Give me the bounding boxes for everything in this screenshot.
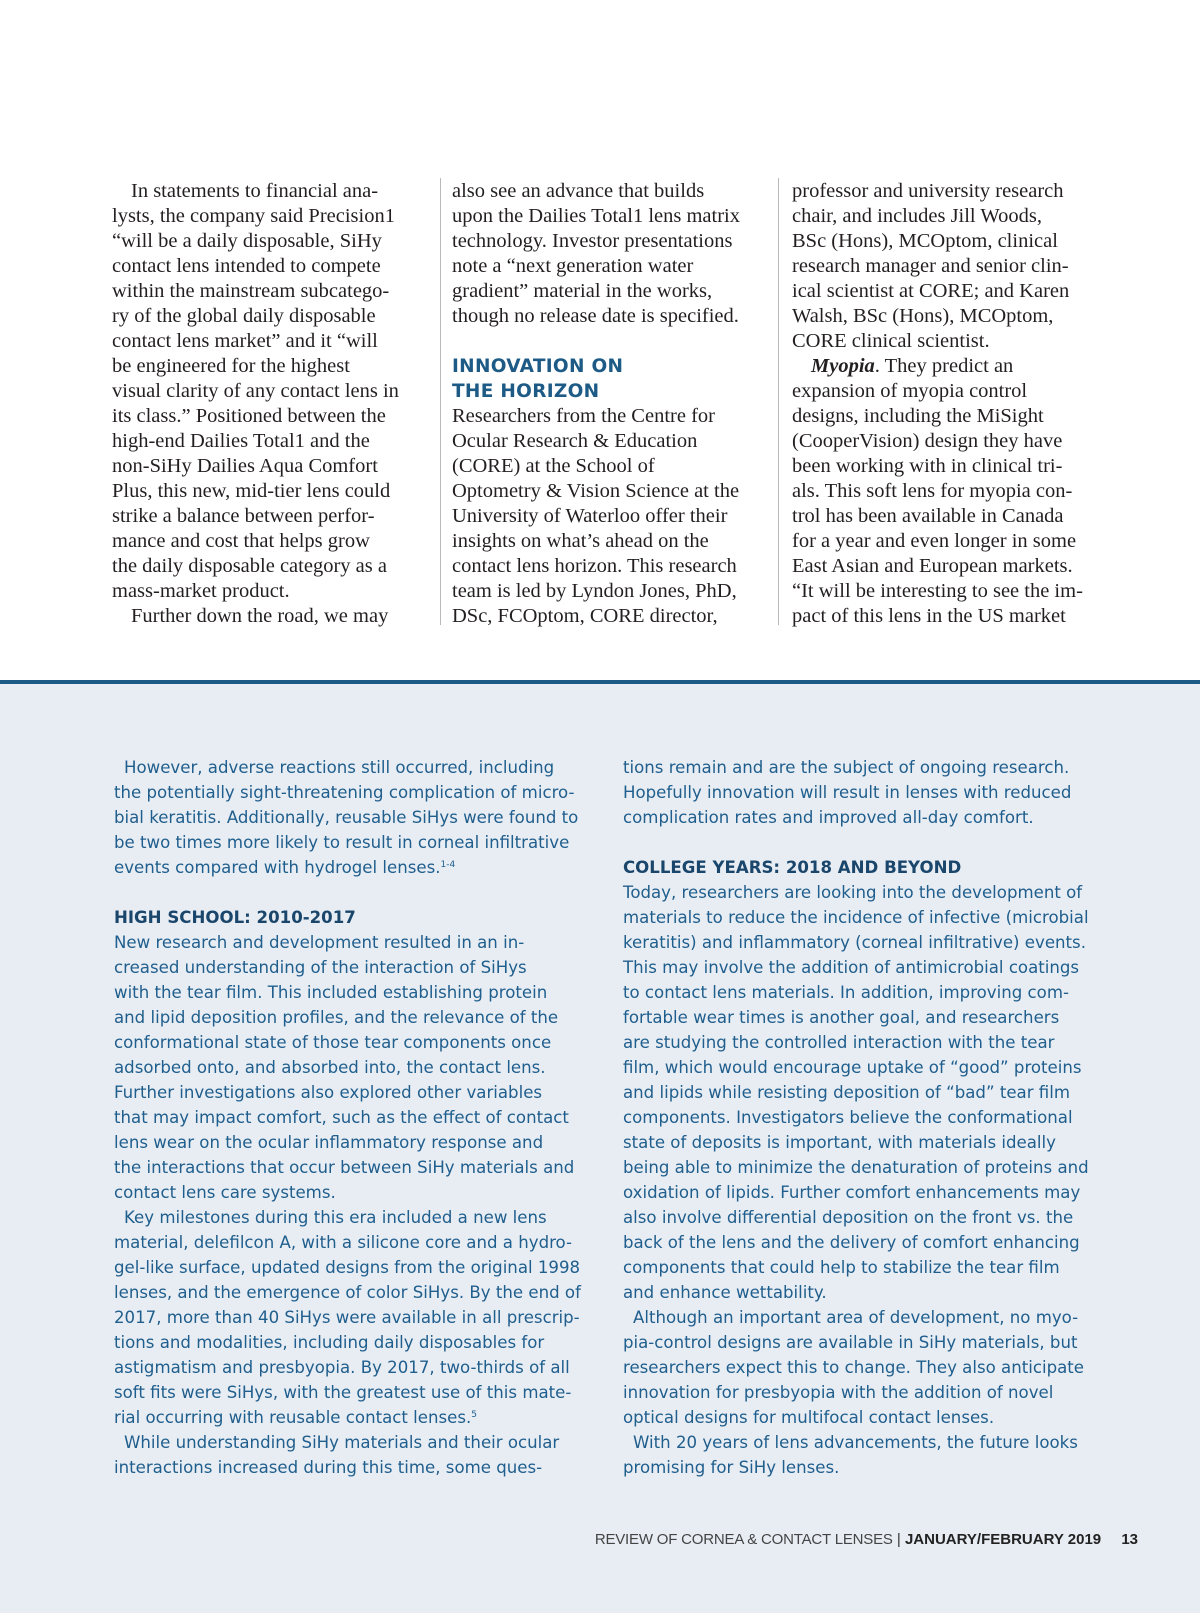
text-line: Ocular Research & Education <box>452 430 698 452</box>
text-line: soft fits were SiHys, with the greatest use of this mate- <box>114 1383 572 1402</box>
text-line: researchers expect this to change. They also anticipate <box>623 1358 1084 1377</box>
text-line: gel-like surface, updated designs from the original 1998 <box>114 1258 581 1277</box>
text-line: are studying the controlled interaction with the tear <box>623 1033 1055 1052</box>
text-line: Walsh, BSc (Hons), MCOptom, <box>792 305 1054 327</box>
reference-superscript: 5 <box>471 1410 478 1420</box>
text-line <box>114 1405 581 1430</box>
page-footer <box>0 1531 1138 1548</box>
section-heading: THE HORIZON <box>452 381 600 402</box>
text-line: While understanding SiHy materials and their ocular <box>124 1433 560 1452</box>
text-line: technology. Investor presentations <box>452 230 733 252</box>
top-column-3 <box>792 179 1083 629</box>
text-line: gradient” material in the works, <box>452 280 713 302</box>
text-line <box>792 354 1083 379</box>
text-line: expansion of myopia control <box>792 380 1028 402</box>
text-line: contact lens intended to compete <box>112 255 381 277</box>
text-line: complication rates and improved all-day comfort. <box>623 808 1034 827</box>
text-line: visual clarity of any contact lens in <box>112 380 399 402</box>
text-line: “It will be interesting to see the im- <box>792 580 1083 602</box>
text-line: be two times more likely to result in corneal infiltrative <box>114 833 570 852</box>
text-line: Optometry & Vision Science at the <box>452 480 740 502</box>
text-line: non-SiHy Dailies Aqua Comfort <box>112 455 378 477</box>
text-line: Plus, this new, mid-tier lens could <box>112 480 391 502</box>
text-line: University of Waterloo offer their <box>452 505 728 527</box>
issue-date: JANUARY/FEBRUARY 2019 <box>904 1531 1102 1548</box>
text-line: In statements to financial ana- <box>131 180 379 202</box>
text-line: With 20 years of lens advancements, the future looks <box>633 1433 1078 1452</box>
text-line: high-end Dailies Total1 and the <box>112 430 370 452</box>
text-line: research manager and senior clin- <box>792 255 1069 277</box>
text-line: Although an important area of development, no myo- <box>633 1308 1079 1327</box>
text-line: for a year and even longer in some <box>792 530 1077 552</box>
text-line: be engineered for the highest <box>112 355 350 377</box>
text-line: lysts, the company said Precision1 <box>112 205 395 227</box>
text-line: (CooperVision) design they have <box>792 430 1063 452</box>
text-line: trol has been available in Canada <box>792 505 1064 527</box>
text-line: and lipid deposition profiles, and the relevance of the <box>114 1008 559 1027</box>
text-line: CORE clinical scientist. <box>792 330 990 352</box>
page-number: 13 <box>1121 1531 1138 1548</box>
text-line: BSc (Hons), MCOptom, clinical <box>792 230 1058 252</box>
text-line: Today, researchers are looking into the development of <box>623 883 1083 902</box>
publication-name: REVIEW OF CORNEA & CONTACT LENSES <box>594 1531 893 1548</box>
text-line: the daily disposable category as a <box>112 555 387 577</box>
text-line: (CORE) at the School of <box>452 455 655 477</box>
text-line: New research and development resulted in an in- <box>114 933 525 952</box>
text-line: fortable wear times is another goal, and researchers <box>623 1008 1060 1027</box>
text-line: insights on what’s ahead on the <box>452 530 709 552</box>
text-line: components. Investigators believe the conformational <box>623 1108 1073 1127</box>
text-line: Further investigations also explored other variables <box>114 1083 543 1102</box>
text-line: contact lens care systems. <box>114 1183 336 1202</box>
run-in-heading: Myopia <box>811 355 875 377</box>
text-line: film, which would encourage uptake of “good” proteins <box>623 1058 1082 1077</box>
text-fragment: rial occurring with reusable contact lenses. <box>114 1408 472 1427</box>
text-line: 2017, more than 40 SiHys were available in all prescrip- <box>114 1308 580 1327</box>
text-line: note a “next generation water <box>452 255 694 277</box>
spacer <box>452 329 740 354</box>
text-line: also see an advance that builds <box>452 180 705 202</box>
section-heading: INNOVATION ON <box>452 356 624 377</box>
text-line: back of the lens and the delivery of comfort enhancing <box>623 1233 1080 1252</box>
text-line: lens wear on the ocular inflammatory response and <box>114 1133 544 1152</box>
column-divider <box>778 178 779 625</box>
text-line: creased understanding of the interaction of SiHys <box>114 958 527 977</box>
sidebar-column-right <box>623 755 1089 1480</box>
spacer <box>114 880 581 905</box>
reference-superscript: 1-4 <box>440 860 456 870</box>
text-line: and lipids while resisting deposition of “bad” tear film <box>623 1083 1071 1102</box>
sidebar-column-left <box>114 755 581 1480</box>
text-line: within the mainstream subcatego- <box>112 280 390 302</box>
text-line: material, delefilcon A, with a silicone core and a hydro- <box>114 1233 573 1252</box>
text-line: Hopefully innovation will result in lenses with reduced <box>623 783 1072 802</box>
text-line: designs, including the MiSight <box>792 405 1044 427</box>
text-line: though no release date is specified. <box>452 305 739 327</box>
text-line: chair, and includes Jill Woods, <box>792 205 1042 227</box>
text-line: that may impact comfort, such as the effect of contact <box>114 1108 569 1127</box>
text-line: being able to minimize the denaturation of proteins and <box>623 1158 1089 1177</box>
text-line: state of deposits is important, with materials ideally <box>623 1133 1056 1152</box>
text-line: components that could help to stabilize the tear film <box>623 1258 1060 1277</box>
run-in-rest: . They predict an <box>874 355 1014 377</box>
text-line: upon the Dailies Total1 lens matrix <box>452 205 740 227</box>
spacer <box>623 830 1089 855</box>
text-line: Key milestones during this era included a new lens <box>124 1208 547 1227</box>
text-line: optical designs for multifocal contact lenses. <box>623 1408 995 1427</box>
text-line: promising for SiHy lenses. <box>623 1458 840 1477</box>
text-line: adsorbed onto, and absorbed into, the contact lens. <box>114 1058 546 1077</box>
text-line: bial keratitis. Additionally, reusable SiHys were found to <box>114 808 579 827</box>
text-line: lenses, and the emergence of color SiHys. By the end of <box>114 1283 581 1302</box>
top-column-1 <box>112 179 399 629</box>
text-line: its class.” Positioned between the <box>112 405 386 427</box>
text-line: materials to reduce the incidence of infective (microbial <box>623 908 1089 927</box>
text-line: ical scientist at CORE; and Karen <box>792 280 1070 302</box>
text-line: pia-control designs are available in SiHy materials, but <box>623 1333 1078 1352</box>
text-line: mass-market product. <box>112 580 290 602</box>
text-line: strike a balance between perfor- <box>112 505 375 527</box>
text-line: als. This soft lens for myopia con- <box>792 480 1073 502</box>
text-line: ry of the global daily disposable <box>112 305 376 327</box>
text-fragment: events compared with hydrogel lenses. <box>114 858 441 877</box>
text-line: to contact lens materials. In addition, improving com- <box>623 983 1069 1002</box>
text-line: tions and modalities, including daily disposables for <box>114 1333 545 1352</box>
text-line: astigmatism and presbyopia. By 2017, two-thirds of all <box>114 1358 570 1377</box>
text-line: DSc, FCOptom, CORE director, <box>452 605 718 627</box>
text-line: and enhance wettability. <box>623 1283 827 1302</box>
text-line: However, adverse reactions still occurred, including <box>124 758 555 777</box>
text-line: East Asian and European markets. <box>792 555 1073 577</box>
top-column-2 <box>452 179 740 629</box>
text-line: oxidation of lipids. Further comfort enhancements may <box>623 1183 1081 1202</box>
text-line: This may involve the addition of antimicrobial coatings <box>623 958 1080 977</box>
text-line: mance and cost that helps grow <box>112 530 370 552</box>
text-line: tions remain and are the subject of ongoing research. <box>623 758 1070 777</box>
text-line: team is led by Lyndon Jones, PhD, <box>452 580 737 602</box>
text-line: keratitis) and inflammatory (corneal infiltrative) events. <box>623 933 1086 952</box>
text-line: interactions increased during this time, some ques- <box>114 1458 543 1477</box>
section-heading: HIGH SCHOOL: 2010-2017 <box>114 908 356 927</box>
footer-separator: | <box>896 1531 901 1548</box>
text-line: innovation for presbyopia with the addition of novel <box>623 1383 1054 1402</box>
text-line: Researchers from the Centre for <box>452 405 715 427</box>
text-line: professor and university research <box>792 180 1064 202</box>
text-line: also involve differential deposition on the front vs. the <box>623 1208 1074 1227</box>
text-line: contact lens market” and it “will <box>112 330 378 352</box>
text-line: pact of this lens in the US market <box>792 605 1066 627</box>
text-line: the potentially sight-threatening complication of micro- <box>114 783 575 802</box>
section-heading: COLLEGE YEARS: 2018 AND BEYOND <box>623 858 962 877</box>
text-line <box>114 855 581 880</box>
text-line: been working with in clinical tri- <box>792 455 1063 477</box>
text-line: conformational state of those tear components once <box>114 1033 552 1052</box>
column-divider <box>440 178 441 625</box>
text-line: contact lens horizon. This research <box>452 555 737 577</box>
text-line: the interactions that occur between SiHy materials and <box>114 1158 575 1177</box>
text-line: Further down the road, we may <box>131 605 389 627</box>
text-line: with the tear film. This included establishing protein <box>114 983 548 1002</box>
text-line: “will be a daily disposable, SiHy <box>112 230 382 252</box>
